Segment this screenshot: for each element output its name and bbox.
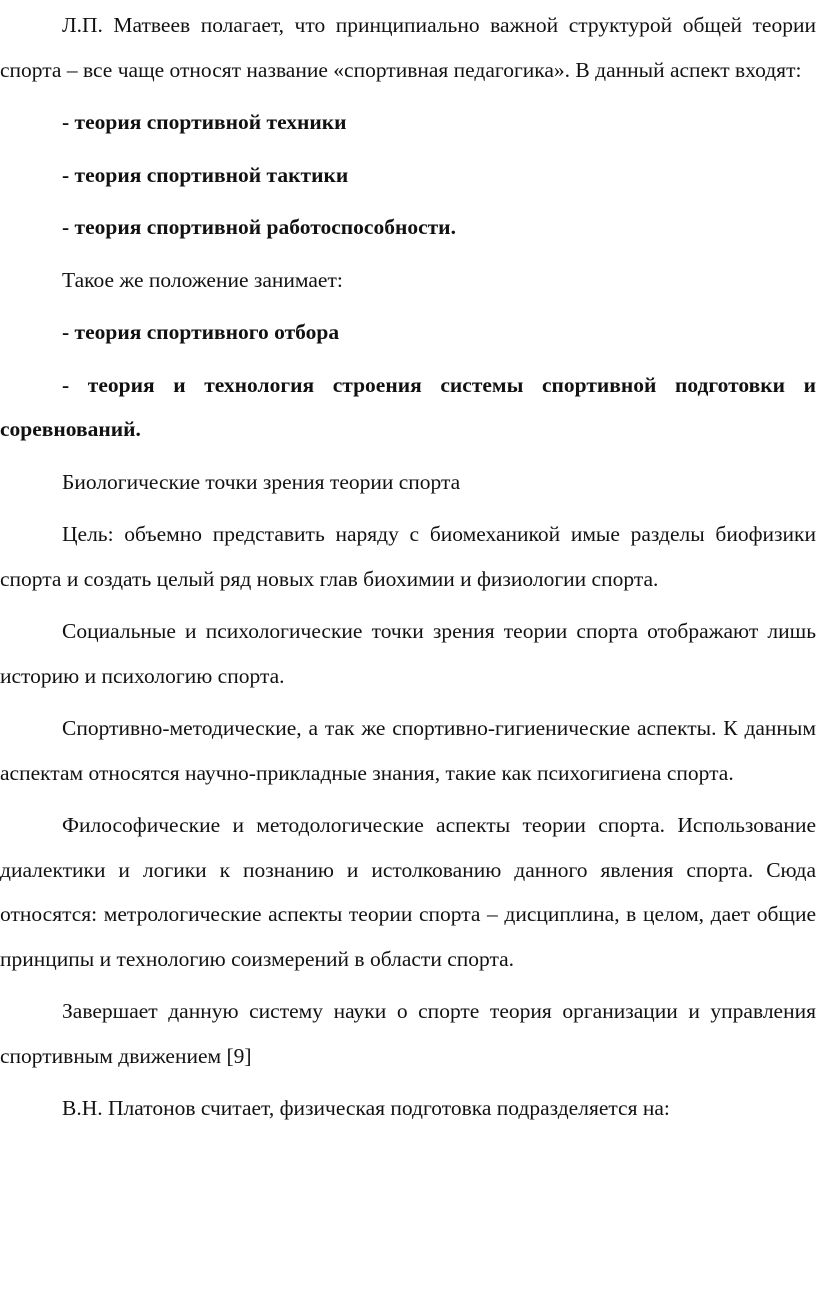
- paragraph-philosophical-methodological: Философические и методологические аспекты теории спорта. Использование диалектики и логики к познанию и истолкованию данного явления спорта. Сюда относятся: метрологические аспекты теории спорта – дисциплина, в целом, дает общие принципы и технологию соизмерений в области спорта.: [0, 813, 816, 971]
- list-item-technique-theory: - теория спортивной техники: [62, 110, 347, 134]
- paragraph-methodical-hygienic: Спортивно-методические, а так же спортивно-гигиенические аспекты. К данным аспектам относятся научно-прикладные знания, такие как психогигиена спорта.: [0, 716, 816, 785]
- paragraph-organization-management: Завершает данную систему науки о спорте теория организации и управления спортивным движением [9]: [0, 999, 816, 1068]
- paragraph-matveev-intro: Л.П. Матвеев полагает, что принципиально важной структурой общей теории спорта – все чаще относят название «спортивная педагогика». В данный аспект входят:: [0, 13, 816, 82]
- list-item-workability-theory: - теория спортивной работоспособности.: [62, 215, 456, 239]
- list-item-selection-theory: - теория спортивного отбора: [62, 320, 340, 344]
- paragraph-goal: Цель: объемно представить наряду с биомеханикой имые разделы биофизики спорта и создать целый ряд новых глав биохимии и физиологии спорта.: [0, 522, 816, 591]
- list-item-tactics-theory: - теория спортивной тактики: [62, 162, 349, 187]
- paragraph-platonov: В.Н. Платонов считает, физическая подготовка подразделяется на:: [62, 1096, 670, 1120]
- paragraph-biological-views: Биологические точки зрения теории спорта: [62, 469, 461, 494]
- list-item-training-system-theory: - теория и технология строения системы спортивной подготовки и соревнований.: [0, 372, 816, 441]
- paragraph-social-psychological: Социальные и психологические точки зрения теории спорта отображают лишь историю и психологию спорта.: [0, 619, 816, 688]
- paragraph-same-position: Такое же положение занимает:: [62, 267, 343, 292]
